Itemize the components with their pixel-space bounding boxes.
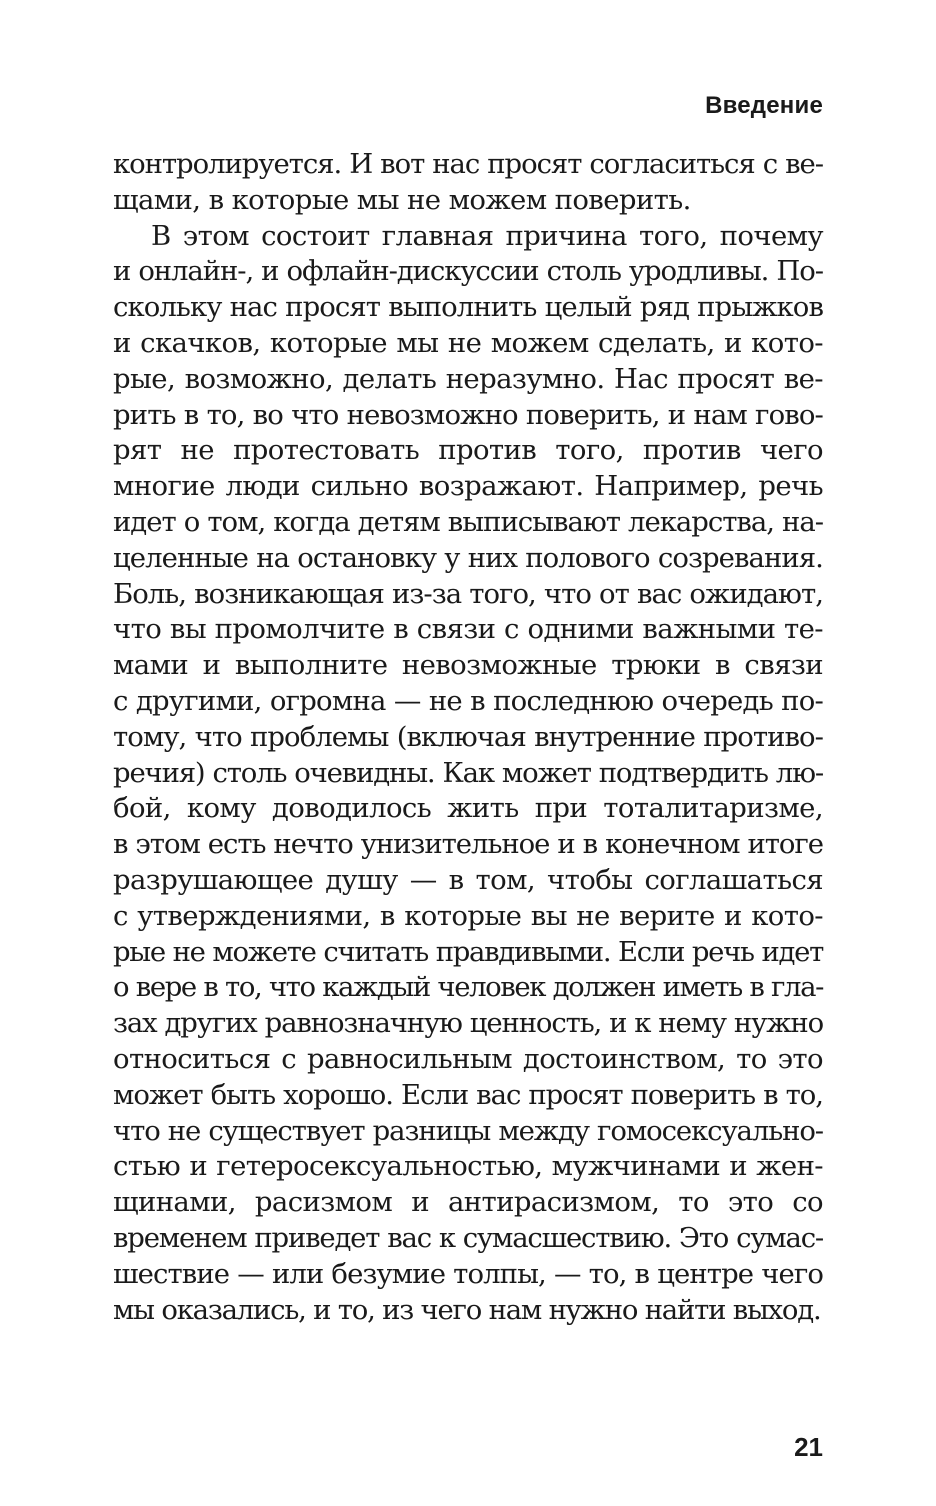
text-line: тому, что проблемы (включая внутренние противо- bbox=[113, 720, 823, 753]
text-line: В этом состоит главная причина того, почему bbox=[151, 219, 823, 252]
text-line: Боль, возникающая из-за того, что от вас ожидают, bbox=[113, 577, 823, 610]
text-line: скольку нас просят выполнить целый ряд прыжков bbox=[113, 291, 823, 324]
body-text bbox=[113, 147, 823, 1328]
text-line: мы оказались, и то, из чего нам нужно найти выход. bbox=[113, 1293, 821, 1326]
text-line: с другими, огромна — не в последнюю очередь по- bbox=[113, 684, 823, 717]
text-line: рят не протестовать против того, против чего bbox=[113, 434, 823, 467]
text-line: разрушающее душу — в том, чтобы соглашаться bbox=[113, 863, 823, 896]
text-line: и скачков, которые мы не можем сделать, и кото- bbox=[113, 326, 823, 359]
text-line: стью и гетеросексуальностью, мужчинами и жен- bbox=[113, 1150, 823, 1183]
text-line: бой, кому доводилось жить при тоталитаризме, bbox=[113, 792, 823, 825]
text-line: рые, возможно, делать неразумно. Нас просят ве- bbox=[113, 362, 823, 395]
text-line: о вере в то, что каждый человек должен иметь в гла- bbox=[113, 971, 823, 1004]
text-line: щами, в которые мы не можем поверить. bbox=[113, 183, 691, 216]
text-line: может быть хорошо. Если вас просят поверить в то, bbox=[113, 1078, 823, 1111]
text-line: мами и выполните невозможные трюки в связи bbox=[113, 649, 823, 682]
text-line: и онлайн-, и офлайн-дискуссии столь уродливы. По- bbox=[113, 255, 823, 288]
text-line: идет о том, когда детям выписывают лекарства, на- bbox=[113, 505, 823, 538]
text-line: с утверждениями, в которые вы не верите и кото- bbox=[113, 899, 823, 932]
page-number: 21 bbox=[794, 1432, 823, 1462]
running-head-title: Введение bbox=[705, 92, 823, 119]
text-line: в этом есть нечто унизительное и в конечном итоге bbox=[113, 828, 823, 861]
text-line: что вы промолчите в связи с одними важными те- bbox=[113, 613, 823, 646]
text-line: контролируется. И вот нас просят согласиться с ве- bbox=[113, 148, 823, 180]
text-line: зах других равнозначную ценность, и к нему нужно bbox=[113, 1007, 823, 1040]
text-line: относиться с равносильным достоинством, то это bbox=[113, 1042, 823, 1075]
text-line: рить в то, во что невозможно поверить, и нам гово- bbox=[113, 398, 823, 431]
text-line: щинами, расизмом и антирасизмом, то это со bbox=[113, 1186, 823, 1219]
text-line: шествие — или безумие толпы, — то, в центре чего bbox=[113, 1257, 823, 1290]
text-line: что не существует разницы между гомосексуально- bbox=[113, 1114, 823, 1147]
text-line: рые не можете считать правдивыми. Если речь идет bbox=[113, 935, 823, 968]
text-line: многие люди сильно возражают. Например, речь bbox=[113, 470, 823, 503]
text-line: временем приведет вас к сумасшествию. Это сумас- bbox=[113, 1221, 823, 1254]
text-line: целенные на остановку у них полового созревания. bbox=[113, 541, 823, 574]
text-line: речия) столь очевидны. Как может подтвердить лю- bbox=[113, 756, 823, 789]
